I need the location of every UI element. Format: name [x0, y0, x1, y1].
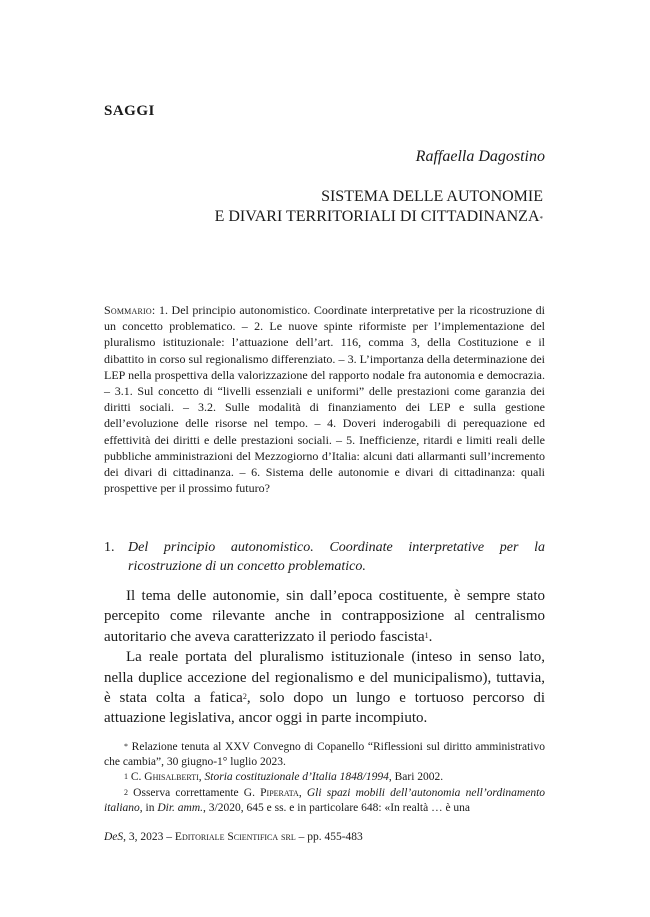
footnote-2-mark: 2: [124, 787, 128, 797]
footnote-1-mark: 1: [124, 772, 128, 782]
title-line-2-text: E DIVARI TERRITORIALI DI CITTADINANZA: [214, 208, 540, 225]
section-number: 1.: [104, 540, 115, 555]
paragraph-1-end: .: [428, 628, 433, 645]
footnote-1-title: Storia costituzionale d’Italia 1848/1994: [204, 771, 389, 784]
footnote-star-mark: *: [124, 742, 128, 751]
paragraph-1-text: Il tema delle autonomie, sin dall’epoca costituente, è sempre stato percepito come rilevante anche in contrapposizione al centralismo autoritario che aveva caratterizzato il periodo fascista: [104, 588, 545, 645]
footnote-ref-2: 2: [242, 692, 247, 702]
footnote-1-author: Ghisalberti: [144, 771, 199, 784]
footnote-2-journal: Dir. amm.: [157, 801, 204, 814]
footnote-2-mid: , in: [139, 801, 158, 814]
title-line-1: SISTEMA DELLE AUTONOMIE: [321, 188, 543, 205]
footer-issue: , 3, 2023 –: [123, 831, 175, 843]
footnote-1-sep: ,: [198, 771, 205, 784]
footnote-2-post: , 3/2020, 645 e ss. e in particolare 648: «In realtà … è una: [203, 801, 471, 814]
section-label: SAGGI: [104, 103, 155, 119]
title-footnote-mark: *: [539, 215, 543, 223]
footnote-ref-1: 1: [424, 630, 429, 640]
section-heading: [104, 538, 545, 576]
footnote-2-pre: Osserva correttamente G.: [128, 786, 261, 799]
footnote-1-post: , Bari 2002.: [388, 771, 444, 784]
footnotes: [104, 740, 545, 816]
footnote-2-sep: ,: [298, 786, 307, 799]
footer-publisher: Editoriale Scientifica srl: [174, 831, 296, 843]
paragraph-2: [104, 647, 545, 729]
paragraph-1: [104, 586, 545, 647]
section-heading-text: Del principio autonomistico. Coordinate interpretative per la ricostruzione di un concetto problematico.: [128, 540, 545, 574]
footnote-1-pre: C.: [128, 771, 145, 784]
summary: [104, 302, 545, 496]
footnote-star: [104, 740, 545, 770]
summary-label: Sommario:: [104, 303, 156, 317]
footer-journal: DeS: [104, 831, 124, 843]
footnote-1: [104, 770, 545, 785]
footnote-star-text: Relazione tenuta al XXV Convegno di Copanello “Riflessioni sul diritto amministrativo che cambia”, 30 giugno-1° luglio 2023.: [104, 741, 545, 769]
summary-text: 1. Del principio autonomistico. Coordinate interpretative per la ricostruzione di un concetto problematico. – 2. Le nuove spinte riformiste per l’implementazione del pluralismo istituzionale: l’attuazione dell’art. 116, comma 3, della Costituzione e il dibattito in corso sul regionalismo differenziato. – 3. L’importanza della determinazione dei LEP nella prospettiva della valorizzazione del rapporto nodale fra autonomia e democrazia. – 3.1. Sul concetto di “livelli essenziali e uniformi” delle prestazioni come garanzia dei diritti sociali. – 3.2. Sulle modalità di finanziamento dei LEP e sulla gestione dell’evoluzione delle risorse nel tempo. – 4. Doveri inderogabili di perequazione ed effettività dei diritti e delle prestazioni sociali. – 5. Inefficienze, ritardi e limiti reali delle pubbliche amministrazioni del Mezzogiorno d’Italia: alcuni dati allarmanti sull’incremento dei divari di cittadinanza. – 6. Sistema delle autonomie e divari di cittadinanza: quali prospettive per il prossimo futuro?: [104, 303, 545, 496]
paragraph-2-text-a: La reale portata del pluralismo istituzionale (inteso in senso lato, nella duplice accezione del regionalismo e del municipalismo), tuttavia, è stata colta a fatica: [104, 649, 545, 707]
footer-pages: – pp. 455-483: [295, 831, 363, 843]
title-line-2: [215, 207, 543, 227]
page-footer: [104, 831, 363, 843]
footnote-2-author: Piperata: [260, 786, 299, 799]
paragraph-2-text-b: , solo dopo un lungo e tortuoso percorso di attuazione legislativa, ancor oggi in parte incompiuto.: [104, 690, 546, 727]
body-text: [104, 586, 545, 729]
author-name: Raffaella Dagostino: [415, 148, 545, 165]
footnote-2: [104, 786, 545, 816]
article-title: [215, 187, 543, 227]
footnote-2-title: Gli spazi mobili dell’autonomia nell’ordinamento italiano: [104, 786, 546, 814]
